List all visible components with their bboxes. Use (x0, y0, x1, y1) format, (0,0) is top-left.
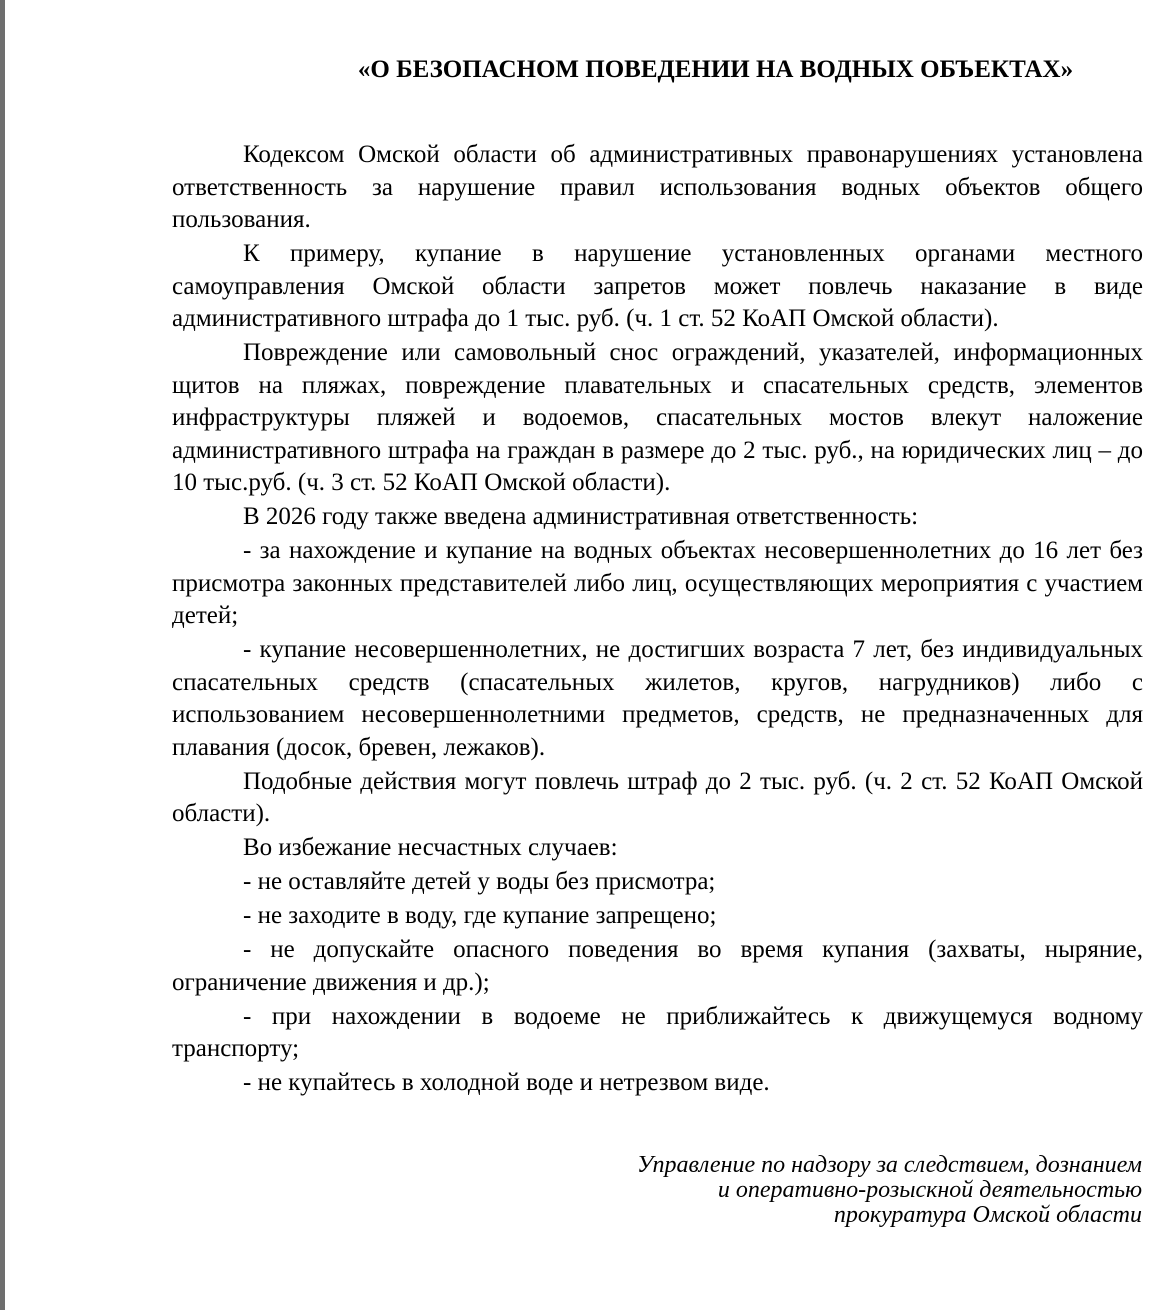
paragraph-penalty: Подобные действия могут повлечь штраф до 2 тыс. руб. (ч. 2 ст. 52 КоАП Омской области). (172, 767, 1143, 827)
signature-line: Управление по надзору за следствием, дознанием (636, 1152, 1142, 1178)
signature-line: и оперативно-розыскной деятельностью (717, 1177, 1142, 1203)
list-item-forbidden-zones: - не заходите в воду, где купание запрещено; (243, 902, 717, 929)
list-item-minors-7: - купание несовершеннолетних, не достигших возраста 7 лет, без индивидуальных спасательных средств (спасательных жилетов, кругов, нагрудников) либо с использованием несовершеннолетними предметов, средств, не предназначенных для плавания (досок, бревен, лежаков). (172, 636, 1143, 761)
list-item-children-supervision: - не оставляйте детей у воды без присмотра; (243, 868, 716, 895)
paragraph-example-fine: К примеру, купание в нарушение установленных органами местного самоуправления Омской области запретов может повлечь наказание в виде административного штрафа до 1 тыс. руб. (ч. 1 ст. 52 КоАП Омской области). (172, 240, 1143, 332)
document-body (172, 139, 1143, 1100)
document-title: «О БЕЗОПАСНОМ ПОВЕДЕНИИ НА ВОДНЫХ ОБЪЕКТАХ» (357, 56, 1074, 83)
list-item-cold-water: - не купайтесь в холодной воде и нетрезвом виде. (243, 1069, 770, 1096)
signature-block (442, 1153, 1142, 1228)
paragraph-intro: Кодексом Омской области об административных правонарушениях установлена ответственность за нарушение правил использования водных объектов общего пользования. (172, 141, 1143, 233)
list-item-water-transport: - при нахождении в водоеме не приближайтесь к движущемуся водному транспорту; (172, 1002, 1143, 1062)
paragraph-2026-intro: В 2026 году также введена административная ответственность: (243, 503, 919, 530)
page-left-border (0, 0, 5, 1310)
paragraph-precautions-intro: Во избежание несчастных случаев: (243, 834, 618, 861)
signature-line: прокуратура Омской области (833, 1202, 1142, 1228)
paragraph-damage-fine: Повреждение или самовольный снос ограждений, указателей, информационных щитов на пляжах, повреждение плавательных и спасательных средств, элементов инфраструктуры пляжей и водоемов, спасательных мостов влекут наложение административного штрафа на граждан в размере до 2 тыс. руб., на юридических лиц – до 10 тыс.руб. (ч. 3 ст. 52 КоАП Омской области). (172, 339, 1143, 496)
list-item-minors-16: - за нахождение и купание на водных объектах несовершеннолетних до 16 лет без присмотра законных представителей либо лиц, осуществляющих мероприятия с участием детей; (172, 537, 1143, 629)
list-item-dangerous-behavior: - не допускайте опасного поведения во время купания (захваты, ныряние, ограничение движения и др.); (172, 936, 1143, 996)
